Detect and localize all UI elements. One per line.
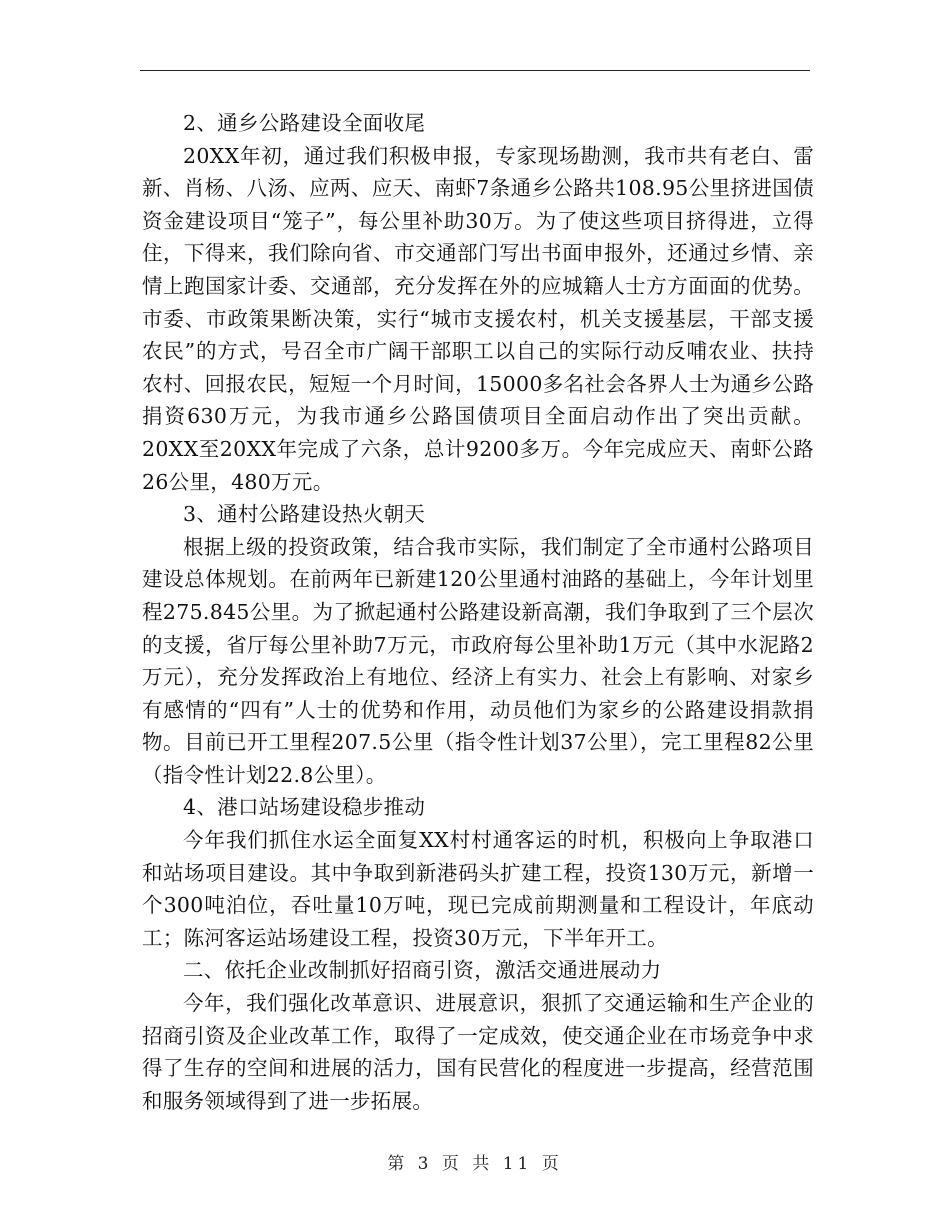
section-heading-4: 4、港口站场建设稳步推动: [183, 795, 426, 820]
page-number-footer: 第 3 页 共 11 页: [387, 1154, 563, 1174]
document-body: [142, 107, 814, 1117]
section-heading-3: 3、通村公路建设热火朝天: [183, 502, 426, 527]
body-paragraph: 今年我们抓住水运全面复XX村村通客运的时机，积极向上争取港口和站场项目建设。其中争取到新港码头扩建工程，投资130万元，新增一个300吨泊位，吞吐量10万吨，现已完成前期测量和工程设计，年底动工；陈河客运站场建设工程，投资30万元，下半年开工。: [142, 828, 814, 950]
body-paragraph: 根据上级的投资政策，结合我市实际，我们制定了全市通村公路项目建设总体规划。在前两年已新建120公里通村油路的基础上，今年计划里程275.845公里。为了掀起通村公路建设新高潮，我们争取到了三个层次的支援，省厅每公里补助7万元，市政府每公里补助1万元（其中水泥路2万元），充分发挥政治上有地位、经济上有实力、社会上有影响、对家乡有感情的“四有”人士的优势和作用，动员他们为家乡的公路建设捐款捐物。目前已开工里程207.5公里（指令性计划37公里），完工里程82公里（指令性计划22.8公里）。: [142, 534, 814, 787]
section-heading-two: 二、依托企业改制抓好招商引资，激活交通进展动力: [183, 958, 662, 983]
header-rule: [140, 70, 810, 71]
body-paragraph: 20XX年初，通过我们积极申报，专家现场勘测，我市共有老白、雷新、肖杨、八汤、应两、应天、南虾7条通乡公路共108.95公里挤进国债资金建设项目“笼子”，每公里补助30万。为了使这些项目挤得进，立得住，下得来，我们除向省、市交通部门写出书面申报外，还通过乡情、亲情上跑国家计委、交通部，充分发挥在外的应城籍人士方方面面的优势。市委、市政策果断决策，实行“城市支援农村，机关支援基层，干部支援农民”的方式，号召全市广阔干部职工以自己的实际行动反哺农业、扶持农村、回报农民，短短一个月时间，15000多名社会各界人士为通乡公路捐资630万元，为我市通乡公路国债项目全面启动作出了突出贡献。20XX至20XX年完成了六条，总计9200多万。今年完成应天、南虾公路26公里，480万元。: [142, 143, 814, 494]
section-heading-2: 2、通乡公路建设全面收尾: [183, 111, 426, 135]
body-paragraph: 今年，我们强化改革意识、进展意识，狠抓了交通运输和生产企业的招商引资及企业改革工作，取得了一定成效，使交通企业在市场竞争中求得了生存的空间和进展的活力，国有民营化的程度进一步提高，经营范围和服务领域得到了进一步拓展。: [142, 991, 814, 1113]
